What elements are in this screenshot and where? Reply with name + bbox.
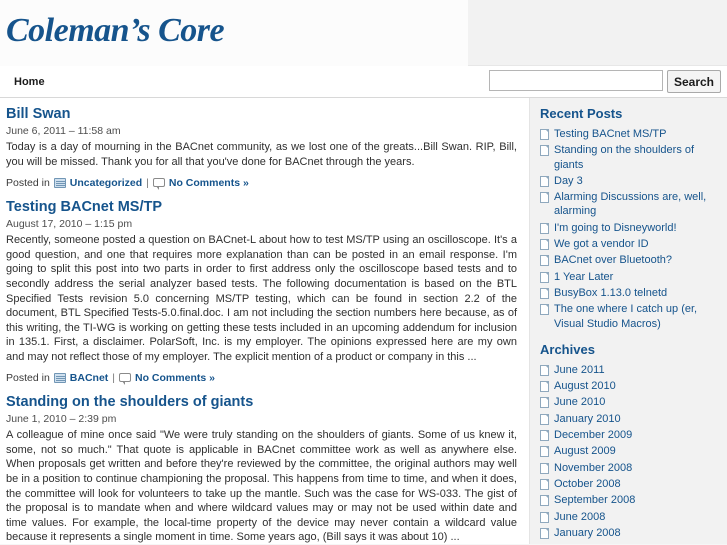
list-item[interactable] (538, 460, 719, 476)
post-title[interactable]: Testing BACnet MS/TP (6, 198, 163, 215)
recent-posts-list (538, 126, 719, 332)
site-title: Coleman’s Core (6, 12, 225, 49)
recent-post-link[interactable]: BusyBox 1.13.0 telnetd (554, 286, 668, 299)
recent-post-link[interactable]: Standing on the shoulders of giants (554, 144, 695, 171)
post-category-link[interactable]: BACnet (69, 371, 109, 384)
list-item[interactable] (538, 126, 719, 142)
list-item[interactable] (538, 252, 719, 268)
recent-post-link[interactable]: 1 Year Later (554, 270, 614, 283)
post-comments-link[interactable]: No Comments » (135, 371, 215, 384)
post-meta (6, 177, 517, 189)
search-form (489, 70, 721, 93)
nav-menu (8, 66, 51, 98)
list-item[interactable] (538, 173, 719, 189)
page-icon (540, 145, 549, 156)
list-item[interactable] (538, 378, 719, 394)
post-item (6, 199, 517, 384)
post-body: Recently, someone posted a question on BACnet-L about how to test MS/TP using an oscilloscope. It's a good question, and one that requires more explanation than can be posted in an email response. I'm going to split this post into two parts in order to first address only the oscilloscope based tests and to secondly address the serial analyzer based tests. The following documentation is based on the BTL Specified Tests revision 5.0 concerning MS/TP testing, which can be found in section 2.2 of the document, BTL Specified Tests-5.0.final.doc. I am not including the section numbers here because, as of this writing, the TI-WG is working on getting these tests included in an upcoming addendum for inclusion in 135.1. First, a disclaimer. PolarSoft, Inc. is my employer. The opinions expressed here are my own and may not reflect those of my employer. The explicit mention of a product or company in this ... (6, 234, 517, 364)
page-icon (540, 272, 549, 283)
post-category-link[interactable]: Uncategorized (69, 176, 143, 189)
posted-in-label: Posted in (6, 371, 50, 384)
archive-link[interactable]: June 2008 (554, 510, 606, 523)
page-icon (540, 223, 549, 234)
list-item[interactable] (538, 411, 719, 427)
page-icon (540, 446, 549, 457)
list-item[interactable] (538, 142, 719, 173)
list-item[interactable] (538, 220, 719, 236)
widget-recent-posts (538, 106, 719, 332)
search-input[interactable] (489, 70, 663, 91)
archive-link[interactable]: September 2008 (554, 494, 636, 507)
archive-link[interactable]: December 2009 (554, 429, 633, 442)
archive-link[interactable]: June 2010 (554, 396, 606, 409)
recent-post-link[interactable]: The one where I catch up (er, Visual Studio Macros) (554, 303, 698, 330)
page-icon (540, 255, 549, 266)
post-date: June 6, 2011 – 11:58 am (6, 125, 121, 138)
comment-bubble-icon (153, 178, 165, 187)
page-icon (540, 288, 549, 299)
folder-icon (54, 178, 66, 188)
meta-separator: | (146, 176, 149, 189)
list-item[interactable] (538, 492, 719, 508)
meta-separator: | (112, 371, 116, 384)
list-item[interactable] (538, 189, 719, 220)
page-columns (0, 98, 727, 544)
main-content (0, 98, 529, 544)
page-icon (540, 304, 549, 315)
nav-item-home[interactable]: Home (14, 76, 45, 88)
list-item[interactable] (538, 301, 719, 332)
post-body: Today is a day of mourning in the BACnet community, as we lost one of the greats...Bill Swan. RIP, Bill, you will be missed. Thank you for all that you've done for BACnet through the years. (6, 141, 517, 169)
widget-title: Recent Posts (540, 106, 623, 121)
post-date: June 1, 2010 – 2:39 pm (6, 413, 117, 426)
folder-icon (54, 373, 66, 383)
archive-link[interactable]: August 2009 (554, 445, 616, 458)
page-icon (540, 365, 549, 376)
list-item[interactable] (538, 476, 719, 492)
nav-bar (0, 66, 727, 98)
recent-post-link[interactable]: I'm going to Disneyworld! (554, 221, 677, 234)
posted-in-label: Posted in (6, 176, 50, 189)
list-item[interactable] (538, 443, 719, 459)
site-header (0, 0, 727, 66)
list-item[interactable] (538, 236, 719, 252)
post-item (6, 394, 517, 544)
list-item[interactable] (538, 525, 719, 541)
list-item[interactable] (538, 509, 719, 525)
post-title[interactable]: Bill Swan (6, 106, 71, 122)
archives-list (538, 362, 719, 541)
widget-title: Archives (540, 341, 595, 357)
page-icon (540, 129, 549, 140)
post-date: August 17, 2010 – 1:15 pm (6, 218, 133, 231)
page-icon (540, 192, 549, 203)
comment-bubble-icon (119, 373, 131, 382)
page-icon (540, 463, 549, 474)
page-icon (540, 239, 549, 250)
post-comments-link[interactable]: No Comments » (168, 176, 249, 189)
list-item[interactable] (538, 362, 719, 378)
recent-post-link[interactable]: We got a vendor ID (554, 238, 649, 251)
page-icon (540, 495, 549, 506)
list-item[interactable] (538, 394, 719, 410)
post-meta (6, 372, 517, 384)
archive-link[interactable]: January 2010 (554, 412, 621, 425)
archive-link[interactable]: October 2008 (554, 477, 621, 490)
page-icon (540, 430, 549, 441)
page-icon (540, 528, 549, 539)
page-icon (540, 512, 549, 523)
post-body: A colleague of mine once said "We were truly standing on the shoulders of giants. Some of us knew it, some, not so much." That quote is applicable in BACnet committee work as well as anywhere else. When proposals get written and before they're reviewed by the committee, the original authors may well be in a position to continue championing the proposal. This happens from time to time, and when it does, the committee will look for volunteers to take up the mantle. Such was the case for WS-033. The gist of the proposal is to mandate when and where wildcard values may or may not be used within date and time values. For example, the local-time property of the device may never contain a wildcard value because it represents a single moment in time. Some years ago, (Bill says it was about 10) ... (6, 429, 517, 544)
search-button[interactable]: Search (667, 70, 721, 93)
recent-post-link[interactable]: Day 3 (554, 174, 583, 187)
recent-post-link[interactable]: Alarming Discussions are, well, alarming (554, 191, 707, 218)
widget-archives (538, 342, 719, 541)
archive-link[interactable]: June 2011 (554, 363, 605, 376)
page-icon (540, 479, 549, 490)
archive-link[interactable]: November 2008 (554, 461, 633, 474)
list-item[interactable] (538, 285, 719, 301)
post-title[interactable]: Standing on the shoulders of giants (6, 393, 254, 410)
page-icon (540, 414, 549, 425)
page-icon (540, 397, 549, 408)
archive-link[interactable]: August 2010 (554, 380, 616, 393)
recent-post-link[interactable]: Testing BACnet MS/TP (554, 128, 667, 140)
archive-link[interactable]: January 2008 (554, 526, 621, 539)
list-item[interactable] (538, 269, 719, 285)
list-item[interactable] (538, 427, 719, 443)
page-icon (540, 176, 549, 187)
recent-post-link[interactable]: BACnet over Bluetooth? (554, 254, 673, 267)
sidebar (529, 98, 727, 544)
post-item (6, 106, 517, 189)
page-icon (540, 381, 549, 392)
